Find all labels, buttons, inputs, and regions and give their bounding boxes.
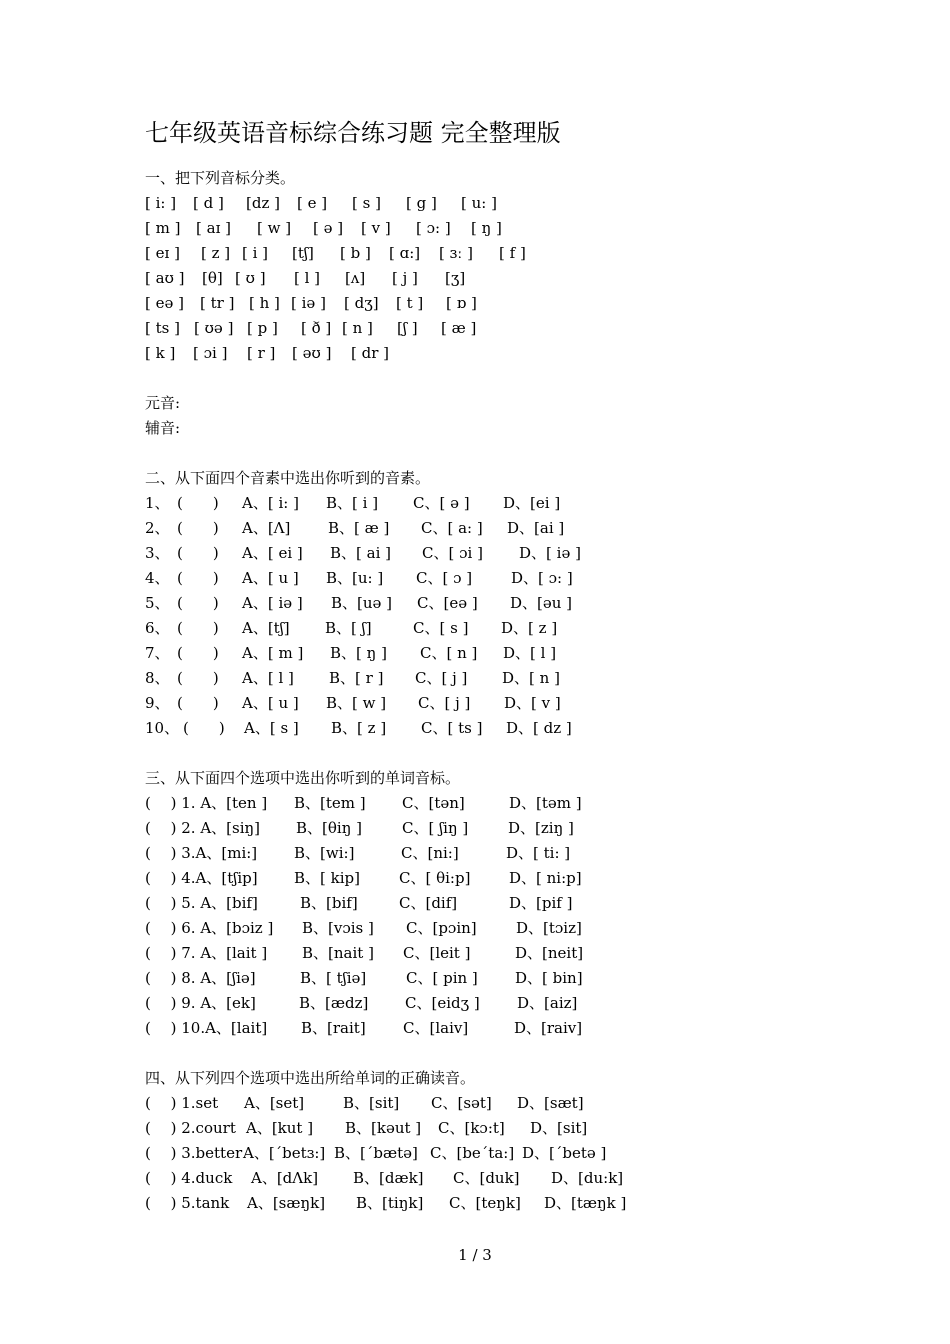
question-word: ( ) 2.court: [145, 1119, 236, 1137]
option-b: B、[vɔis ]: [302, 919, 374, 937]
option-d: D、[ l ]: [503, 644, 557, 662]
question-option-a: ( ) 10.A、[lait]: [145, 1019, 268, 1037]
option-a: A、[dΛk]: [251, 1169, 319, 1187]
option-c: C、[sət]: [431, 1094, 492, 1112]
option-c: C、[ j ]: [415, 669, 468, 687]
option-d: D、[əu ]: [510, 594, 573, 612]
option-b: B、[ r ]: [329, 669, 384, 687]
option-a: A、[set]: [244, 1094, 305, 1112]
phonetic-symbol: [ ʊ ]: [235, 269, 266, 287]
option-b: B、[bif]: [300, 894, 358, 912]
option-d: D、[ai ]: [507, 519, 565, 537]
phonetic-symbol: [ j ]: [392, 269, 418, 287]
question-number: 3、: [145, 544, 170, 562]
option-d: D、[təm ]: [509, 794, 582, 812]
option-c: C、[ s ]: [413, 619, 469, 637]
answer-blank: ( ): [177, 594, 219, 612]
option-c: C、[teŋk]: [449, 1194, 521, 1212]
option-b: B、[ ʃ]: [325, 619, 372, 637]
section3-heading: 三、从下面四个选项中选出你听到的单词音标。: [145, 769, 461, 787]
option-d: D、[tɔiz]: [516, 919, 582, 937]
phonetic-symbol: [ u: ]: [461, 194, 497, 212]
answer-blank: ( ): [177, 619, 219, 637]
option-b: B、[ i ]: [326, 494, 379, 512]
option-d: D、[neit]: [515, 944, 584, 962]
option-b: B、[rait]: [301, 1019, 366, 1037]
phonetic-symbol: [ z ]: [201, 244, 231, 262]
question-number: 6、: [145, 619, 170, 637]
option-b: B、[tem ]: [294, 794, 366, 812]
question-option-a: ( ) 5. A、[bif]: [145, 894, 258, 912]
option-c: C、[ ts ]: [421, 719, 483, 737]
option-c: C、[tən]: [402, 794, 465, 812]
question-number: 4、: [145, 569, 170, 587]
option-d: D、[ v ]: [504, 694, 561, 712]
option-c: C、[ ɔ ]: [416, 569, 473, 587]
option-b: B、[ æ ]: [328, 519, 390, 537]
question-word: ( ) 4.duck: [145, 1169, 233, 1187]
option-d: D、[ ni:p]: [509, 869, 582, 887]
option-d: D、[tæŋk ]: [544, 1194, 627, 1212]
option-d: D、[sit]: [530, 1119, 588, 1137]
question-number: 9、: [145, 694, 170, 712]
phonetic-symbol: [tʃ]: [292, 244, 314, 262]
phonetic-symbol: [ i: ]: [145, 194, 177, 212]
phonetic-symbol: [ iə ]: [291, 294, 326, 312]
option-c: C、[pɔin]: [406, 919, 477, 937]
option-b: B、[θiŋ ]: [296, 819, 362, 837]
option-d: D、[ ti: ]: [506, 844, 571, 862]
section1-heading: 一、把下列音标分类。: [145, 169, 296, 187]
option-d: D、[ei ]: [503, 494, 561, 512]
phonetic-symbol: [ dr ]: [351, 344, 390, 362]
answer-blank: ( ): [177, 544, 219, 562]
question-word: ( ) 5.tank: [145, 1194, 230, 1212]
question-number: 5、: [145, 594, 170, 612]
option-a: A、[ l ]: [242, 669, 294, 687]
option-b: B、[uə ]: [331, 594, 393, 612]
phonetic-symbol: [ f ]: [499, 244, 526, 262]
phonetic-symbol: [ ɜː ]: [439, 244, 473, 262]
question-number: 2、: [145, 519, 170, 537]
option-b: B、[dæk]: [353, 1169, 424, 1187]
question-number: 8、: [145, 669, 170, 687]
option-b: B、[ z ]: [331, 719, 387, 737]
option-c: C、[ ɔi ]: [422, 544, 483, 562]
phonetic-symbol: [ʃ ]: [397, 319, 418, 337]
phonetic-symbol: [ p ]: [247, 319, 278, 337]
option-b: B、[u: ]: [326, 569, 384, 587]
question-option-a: ( ) 7. A、[lait ]: [145, 944, 268, 962]
phonetic-symbol: [ ð ]: [301, 319, 332, 337]
question-option-a: ( ) 1. A、[ten ]: [145, 794, 268, 812]
option-a: A、[Λ]: [242, 519, 291, 537]
consonant-label: 辅音:: [145, 419, 181, 437]
option-b: B、[nait ]: [302, 944, 374, 962]
phonetic-symbol: [ d ]: [193, 194, 224, 212]
option-a: A、[ iə ]: [242, 594, 303, 612]
phonetic-symbol: [ ɔi ]: [193, 344, 228, 362]
option-b: B、[ kip]: [294, 869, 360, 887]
option-a: A、[ i: ]: [242, 494, 299, 512]
vowel-label: 元音:: [145, 394, 181, 412]
phonetic-symbol: [ n ]: [342, 319, 373, 337]
phonetic-symbol: [ m ]: [145, 219, 181, 237]
option-a: A、[tʃ]: [242, 619, 290, 637]
option-d: D、[ dz ]: [506, 719, 572, 737]
option-a: A、[ ei ]: [242, 544, 303, 562]
option-b: B、[ ai ]: [330, 544, 392, 562]
phonetic-symbol: [ʒ]: [445, 269, 466, 287]
document-title: 七年级英语音标综合练习题 完全整理版: [145, 119, 561, 147]
phonetic-symbol: [ ɒ ]: [446, 294, 477, 312]
phonetic-symbol: [θ]: [202, 269, 223, 287]
question-number: 7、: [145, 644, 170, 662]
option-b: B、[ ŋ ]: [330, 644, 387, 662]
option-b: B、[kəut ]: [345, 1119, 422, 1137]
option-b: B、[ tʃiə]: [300, 969, 367, 987]
phonetic-symbol: [ t ]: [396, 294, 424, 312]
phonetic-symbol: [ ʊə ]: [194, 319, 234, 337]
option-c: C、[eidʒ ]: [405, 994, 480, 1012]
phonetic-symbol: [ g ]: [406, 194, 437, 212]
section2-heading: 二、从下面四个音素中选出你听到的音素。: [145, 469, 431, 487]
option-c: C、[ n ]: [420, 644, 478, 662]
answer-blank: ( ): [177, 644, 219, 662]
option-c: C、[ j ]: [418, 694, 471, 712]
option-d: D、[ziŋ ]: [508, 819, 574, 837]
option-c: C、[ a: ]: [421, 519, 483, 537]
answer-blank: ( ): [177, 569, 219, 587]
question-option-a: ( ) 6. A、[bɔiz ]: [145, 919, 274, 937]
phonetic-symbol: [ w ]: [257, 219, 292, 237]
phonetic-symbol: [ aʊ ]: [145, 269, 185, 287]
phonetic-symbol: [ ə ]: [313, 219, 344, 237]
question-option-a: ( ) 2. A、[siŋ]: [145, 819, 261, 837]
option-d: D、[ ɔ: ]: [511, 569, 573, 587]
question-number: 10、: [145, 719, 180, 737]
option-c: C、[ pin ]: [406, 969, 478, 987]
phonetic-symbol: [ e ]: [297, 194, 328, 212]
option-d: D、[΄betə ]: [522, 1144, 607, 1162]
option-d: D、[ n ]: [502, 669, 560, 687]
question-option-a: ( ) 3.A、[mi:]: [145, 844, 258, 862]
phonetic-symbol: [ ɔ: ]: [416, 219, 451, 237]
phonetic-symbol: [ dʒ]: [344, 294, 379, 312]
question-option-a: ( ) 4.A、[tʃip]: [145, 869, 258, 887]
option-a: A、[ u ]: [242, 569, 299, 587]
phonetic-symbol: [ aɪ ]: [196, 219, 231, 237]
option-c: C、[dif]: [399, 894, 458, 912]
phonetic-symbol: [dz ]: [246, 194, 280, 212]
option-c: C、[leit ]: [403, 944, 471, 962]
option-d: D、[du:k]: [551, 1169, 624, 1187]
phonetic-symbol: [ tr ]: [200, 294, 235, 312]
option-b: B、[wi:]: [294, 844, 355, 862]
option-c: C、[kɔ:t]: [438, 1119, 505, 1137]
phonetic-symbol: [ ts ]: [145, 319, 180, 337]
phonetic-symbol: [ l ]: [294, 269, 321, 287]
option-d: D、[ iə ]: [519, 544, 581, 562]
phonetic-symbol: [ʌ]: [345, 269, 366, 287]
option-c: C、[be΄ta:]: [430, 1144, 515, 1162]
option-d: D、[aiz]: [517, 994, 578, 1012]
page-number: 1 / 3: [458, 1246, 492, 1264]
option-a: A、[ u ]: [242, 694, 299, 712]
answer-blank: ( ): [183, 719, 225, 737]
question-option-a: ( ) 8. A、[ʃiə]: [145, 969, 256, 987]
phonetic-symbol: [ eɪ ]: [145, 244, 180, 262]
option-d: D、[raiv]: [514, 1019, 583, 1037]
phonetic-symbol: [ k ]: [145, 344, 176, 362]
phonetic-symbol: [ ŋ ]: [471, 219, 502, 237]
phonetic-symbol: [ ɑ:]: [389, 244, 421, 262]
option-c: C、[ θi:p]: [399, 869, 471, 887]
option-b: B、[΄bætə]: [334, 1144, 418, 1162]
answer-blank: ( ): [177, 669, 219, 687]
option-d: D、[pif ]: [509, 894, 573, 912]
answer-blank: ( ): [177, 694, 219, 712]
option-d: D、[ bin]: [515, 969, 583, 987]
phonetic-symbol: [ eə ]: [145, 294, 184, 312]
option-b: B、[sit]: [343, 1094, 400, 1112]
option-a: A、[sæŋk]: [247, 1194, 326, 1212]
option-a: A、[ s ]: [244, 719, 299, 737]
phonetic-symbol: [ i ]: [242, 244, 269, 262]
option-d: D、[sæt]: [517, 1094, 584, 1112]
answer-blank: ( ): [177, 494, 219, 512]
phonetic-symbol: [ æ ]: [441, 319, 477, 337]
option-c: C、[ ʃiŋ ]: [402, 819, 469, 837]
phonetic-symbol: [ v ]: [361, 219, 391, 237]
phonetic-symbol: [ əʊ ]: [292, 344, 332, 362]
option-c: C、[duk]: [453, 1169, 520, 1187]
phonetic-symbol: [ r ]: [247, 344, 276, 362]
option-a: A、[ m ]: [242, 644, 304, 662]
question-word: ( ) 3.better: [145, 1144, 243, 1162]
phonetic-symbol: [ s ]: [352, 194, 381, 212]
option-a: A、[΄betɜ:]: [243, 1144, 326, 1162]
option-b: B、[ w ]: [326, 694, 387, 712]
option-d: D、[ z ]: [501, 619, 558, 637]
option-c: C、[ni:]: [401, 844, 459, 862]
option-c: C、[eə ]: [417, 594, 478, 612]
option-b: B、[ædz]: [299, 994, 369, 1012]
question-number: 1、: [145, 494, 170, 512]
answer-blank: ( ): [177, 519, 219, 537]
option-c: C、[laiv]: [403, 1019, 469, 1037]
section4-heading: 四、从下列四个选项中选出所给单词的正确读音。: [145, 1069, 476, 1087]
phonetic-symbol: [ b ]: [340, 244, 371, 262]
option-c: C、[ ə ]: [413, 494, 470, 512]
option-a: A、[kut ]: [246, 1119, 314, 1137]
option-b: B、[tiŋk]: [356, 1194, 424, 1212]
question-option-a: ( ) 9. A、[ek]: [145, 994, 256, 1012]
phonetic-symbol: [ h ]: [249, 294, 280, 312]
question-word: ( ) 1.set: [145, 1094, 219, 1112]
